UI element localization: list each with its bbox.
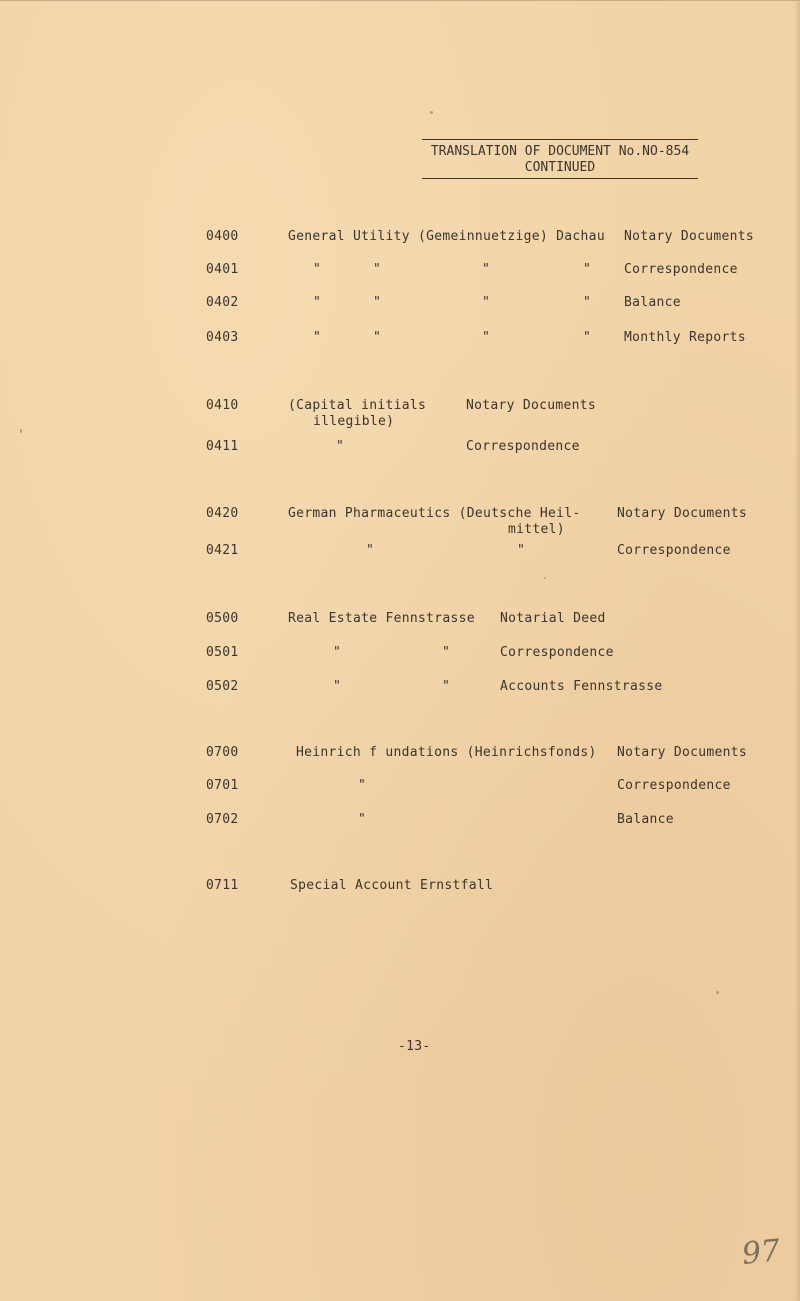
- entry-description: Heinrich f undations (Heinrichsfonds): [296, 745, 597, 760]
- entry-description: Special Account Ernstfall: [290, 878, 494, 893]
- ditto-mark: ": [583, 330, 592, 345]
- entry-type: Monthly Reports: [624, 330, 746, 345]
- ditto-mark: ": [333, 679, 342, 694]
- entry-description: Real Estate Fennstrasse: [288, 611, 475, 626]
- entry-type: Balance: [624, 295, 681, 310]
- ditto-mark: ": [313, 295, 322, 310]
- entry-code: 0400: [206, 229, 239, 244]
- ditto-mark: ": [358, 778, 367, 793]
- paper-speck: [20, 429, 22, 433]
- ditto-mark: ": [442, 645, 451, 660]
- ditto-mark: ": [517, 543, 526, 558]
- page-edge-shadow: [794, 1, 800, 1301]
- header-bottom-rule: [422, 178, 698, 179]
- entry-code: 0502: [206, 679, 239, 694]
- entry-description: German Pharmaceutics (Deutsche Heil-: [288, 506, 581, 521]
- entry-code: 0701: [206, 778, 239, 793]
- paper-speck: [544, 577, 546, 579]
- ditto-mark: ": [336, 439, 345, 454]
- entry-type: Correspondence: [624, 262, 738, 277]
- entry-code: 0420: [206, 506, 239, 521]
- header-top-rule: [422, 139, 698, 140]
- entry-code: 0411: [206, 439, 239, 454]
- page-number: -13-: [398, 1039, 431, 1054]
- entry-type: Notary Documents: [617, 506, 748, 521]
- ditto-mark: ": [373, 330, 382, 345]
- paper-speck: [716, 991, 719, 994]
- entry-description: General Utility (Gemeinnuetzige) Dachau: [288, 229, 605, 244]
- entry-description-cont: illegible): [313, 414, 395, 429]
- entry-type: Notarial Deed: [500, 611, 606, 626]
- entry-type: Correspondence: [617, 778, 731, 793]
- entry-type: Notary Documents: [466, 398, 597, 413]
- entry-code: 0711: [206, 878, 239, 893]
- header-continued: CONTINUED: [524, 160, 596, 175]
- entry-type: Correspondence: [500, 645, 614, 660]
- ditto-mark: ": [442, 679, 451, 694]
- ditto-mark: ": [313, 330, 322, 345]
- ditto-mark: ": [583, 262, 592, 277]
- entry-description: (Capital initials: [288, 398, 427, 413]
- entry-type: Correspondence: [617, 543, 731, 558]
- entry-type: Balance: [617, 812, 674, 827]
- entry-code: 0500: [206, 611, 239, 626]
- entry-type: Accounts Fennstrasse: [500, 679, 663, 694]
- entry-code: 0700: [206, 745, 239, 760]
- ditto-mark: ": [366, 543, 375, 558]
- entry-code: 0401: [206, 262, 239, 277]
- handwritten-page-number: 97: [740, 1233, 782, 1272]
- entry-type: Notary Documents: [624, 229, 755, 244]
- ditto-mark: ": [583, 295, 592, 310]
- header-title: TRANSLATION OF DOCUMENT No.NO-854: [430, 144, 690, 159]
- ditto-mark: ": [482, 295, 491, 310]
- ditto-mark: ": [333, 645, 342, 660]
- entry-type: Correspondence: [466, 439, 580, 454]
- paper-speck: [430, 111, 433, 114]
- document-header: [422, 139, 698, 179]
- ditto-mark: ": [313, 262, 322, 277]
- ditto-mark: ": [373, 262, 382, 277]
- entry-code: 0402: [206, 295, 239, 310]
- entry-code: 0421: [206, 543, 239, 558]
- ditto-mark: ": [482, 330, 491, 345]
- entry-code: 0501: [206, 645, 239, 660]
- entry-description-cont: mittel): [508, 522, 565, 537]
- entry-code: 0702: [206, 812, 239, 827]
- entry-code: 0403: [206, 330, 239, 345]
- ditto-mark: ": [373, 295, 382, 310]
- ditto-mark: ": [358, 812, 367, 827]
- entry-code: 0410: [206, 398, 239, 413]
- entry-type: Notary Documents: [617, 745, 748, 760]
- ditto-mark: ": [482, 262, 491, 277]
